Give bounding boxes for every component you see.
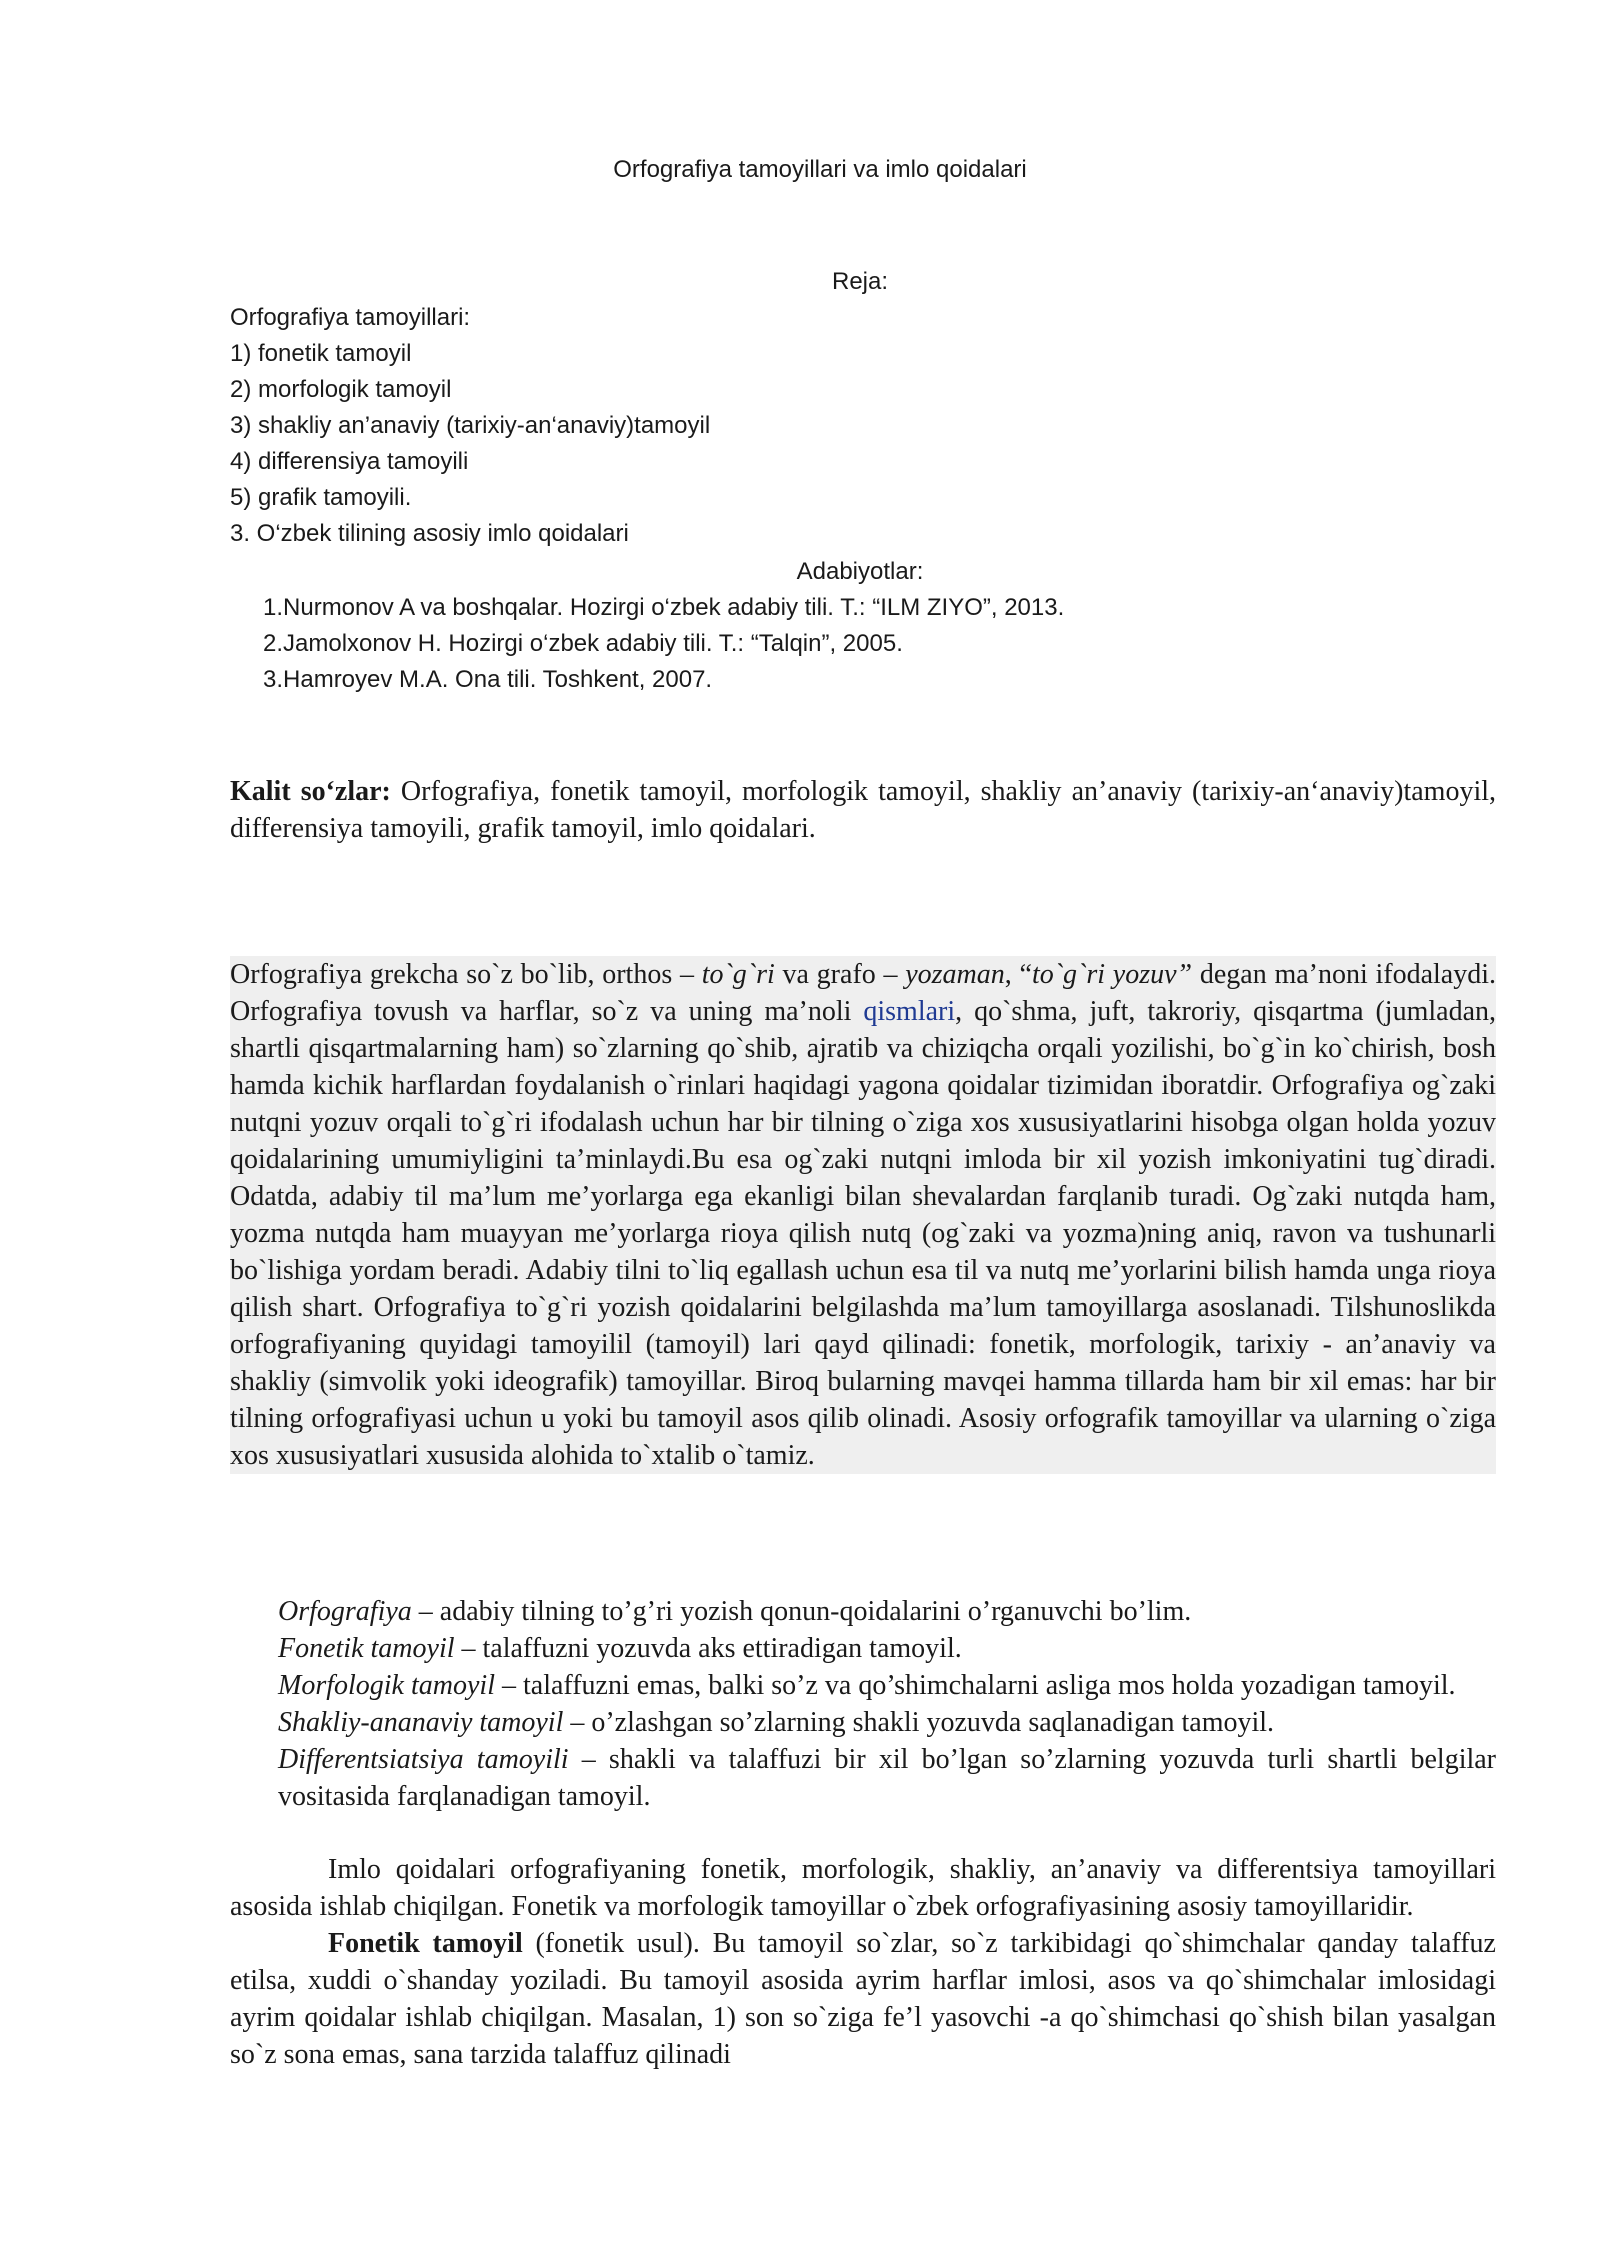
definition-text: – o’zlashgan so’zlarning shakli yozuvda saqlanadigan tamoyil. [563, 1707, 1275, 1738]
literature-list [263, 590, 1363, 698]
definition-text: – adabiy tilning to’g’ri yozish qonun-qoidalarini o’rganuvchi bo’lim. [411, 1596, 1192, 1627]
definition-item [278, 1630, 1496, 1667]
keywords-label: Kalit so‘zlar: [230, 776, 391, 807]
plan-heading: Reja: [831, 268, 889, 295]
intro-dash: – [883, 959, 906, 990]
closing-section [230, 1851, 1496, 2073]
intro-text: va grafo [774, 959, 884, 990]
definition-item [278, 1593, 1496, 1630]
literature-item: 1.Nurmonov A va boshqalar. Hozirgi o‘zbek adabiy tili. T.: “ILM ZIYO”, 2013. [263, 594, 1065, 621]
definition-term: Orfografiya [278, 1596, 412, 1627]
intro-text: degan ma’noni ifodalaydi. Orfografiya tovush va harflar, so`z va uning ma’noli [230, 959, 1497, 1027]
plan-item: 4) differensiya tamoyili [230, 448, 469, 475]
closing-paragraph: Imlo qoidalari orfografiyaning fonetik, morfologik, shakliy, an’anaviy va differentsiya tamoyillari asosida ishlab chiqilgan. Fonetik va morfologik tamoyillar o`zbek orfografiyasining asosiy tamoyillaridir. [230, 1854, 1496, 1922]
definition-item [278, 1667, 1496, 1704]
plan-item: 3) shakliy an’anaviy (tarixiy-an‘anaviy)tamoyil [230, 412, 711, 439]
definition-term: Fonetik tamoyil [278, 1633, 455, 1664]
fonetik-paragraph [230, 1925, 1496, 2073]
plan-item: 5) grafik tamoyili. [230, 484, 412, 511]
plan-item: 2) morfologik tamoyil [230, 376, 452, 403]
definition-term: Differentsiatsiya tamoyili [278, 1744, 569, 1775]
plan-item: 1) fonetik tamoyil [230, 340, 412, 367]
intro-term: to`g`ri yozuv” [1031, 959, 1193, 990]
definition-item [278, 1741, 1496, 1815]
definition-text: – talaffuzni emas, balki so’z va qo’shimchalarni asliga mos holda yozadigan tamoyil. [494, 1670, 1456, 1701]
intro-term: yozaman [905, 959, 1005, 990]
definition-text: – talaffuzni yozuvda aks ettiradigan tamoyil. [454, 1633, 962, 1664]
intro-term: to`g`ri [701, 959, 775, 990]
definition-item [278, 1704, 1496, 1741]
intro-paragraph [230, 956, 1496, 1474]
fonetik-term: Fonetik tamoyil [328, 1928, 523, 1959]
definition-text: – shakli va talaffuzi bir xil bo’lgan so’zlarning yozuvda turli shartli belgilar vositasida farqlanadigan tamoyil. [278, 1744, 1497, 1812]
literature-heading: Adabiyotlar: [796, 558, 924, 585]
keywords-paragraph [230, 773, 1496, 847]
intro-dash: – [679, 959, 702, 990]
definitions-list [278, 1593, 1496, 1815]
literature-item: 2.Jamolxonov H. Hozirgi o‘zbek adabiy tili. T.: “Talqin”, 2005. [263, 630, 903, 657]
plan-item: Orfografiya tamoyillari: [230, 304, 471, 331]
intro-text: , qo`shma, juft, takroriy, qisqartma (jumladan, shartli qisqartmalarning ham) so`zlarning qo`shib, ajratib va chiziqcha orqali yozilishi, bo`g`in ko`chirish, bosh hamda kichik harflardan foydalanish o`rinlari haqidagi yagona qoidalar tizimidan iboratdir. Orfografiya og`zaki nutqni yozuv orqali to`g`ri ifodalash uchun har bir tilning o`ziga xos xususiyatlarini hisobga olgan holda yozuv qoidalarining umumiyligini ta’minlaydi.Bu esa og`zaki nutqni imloda bir xil yozish imkoniyatini tug`diradi. Odatda, adabiy til ma’lum me’yorlarga ega ekanligi bilan shevalardan farqlanib turadi. Og`zaki nutqda ham, yozma nutqda ham muayyan me’yorlarga rioya qilish nutq (og`zaki va yozma)ning aniq, ravon va tushunarli bo`lishiga yordam beradi. Adabiy tilni to`liq egallash uchun esa til va nutq me’yorlarini bilish hamda unga rioya qilish shart. Orfografiya to`g`ri yozish qoidalarini belgilashda ma’lum tamoyillarga asoslanadi. Tilshunoslikda orfografiyaning quyidagi tamoyilil (tamoyil) lari qayd qilinadi: fonetik, morfologik, tarixiy - an’anaviy va shakliy (simvolik yoki ideografik) tamoyillar. Biroq bularning mavqei hamma tillarda ham bir xil emas: har bir tilning orfografiyasi uchun u yoki bu tamoyil asos qilib olinadi. Asosiy orfografik tamoyillar va ularning o`ziga xos xususiyatlari xususida alohida to`xtalib o`tamiz. [230, 996, 1497, 1471]
fonetik-text: (fonetik usul). Bu tamoyil so`zlar, so`z tarkibidagi qo`shimchalar qanday talaffuz etilsa, xuddi o`shanday yoziladi. Bu tamoyil asosida ayrim harflar imlosi, asos va qo`shimchalar imlosidagi ayrim qoidalar ishlab chiqilgan. Masalan, 1) son so`ziga fe’l yasovchi -a qo`shimchasi qo`shish bilan yasalgan so`z sona emas, sana tarzida talaffuz qilinadi [230, 1928, 1496, 2070]
intro-text: , “ [1004, 959, 1032, 990]
literature-item: 3.Hamroyev M.A. Ona tili. Toshkent, 2007. [263, 666, 713, 693]
definition-term: Morfologik tamoyil [278, 1670, 495, 1701]
qismlari-link[interactable]: qismlari [863, 996, 956, 1027]
document-title: Orfografiya tamoyillari va imlo qoidalari [613, 156, 1027, 183]
keywords-text: Orfografiya, fonetik tamoyil, morfologik tamoyil, shakliy an’anaviy (tarixiy-an‘anaviy)tamoyil, differensiya tamoyili, grafik tamoyil, imlo qoidalari. [230, 776, 1496, 844]
plan-item: 3. O‘zbek tilining asosiy imlo qoidalari [230, 520, 629, 547]
plan-list [230, 300, 1130, 552]
intro-text: Orfografiya grekcha so`z bo`lib, orthos [230, 959, 680, 990]
definition-term: Shakliy-ananaviy tamoyil [278, 1707, 564, 1738]
